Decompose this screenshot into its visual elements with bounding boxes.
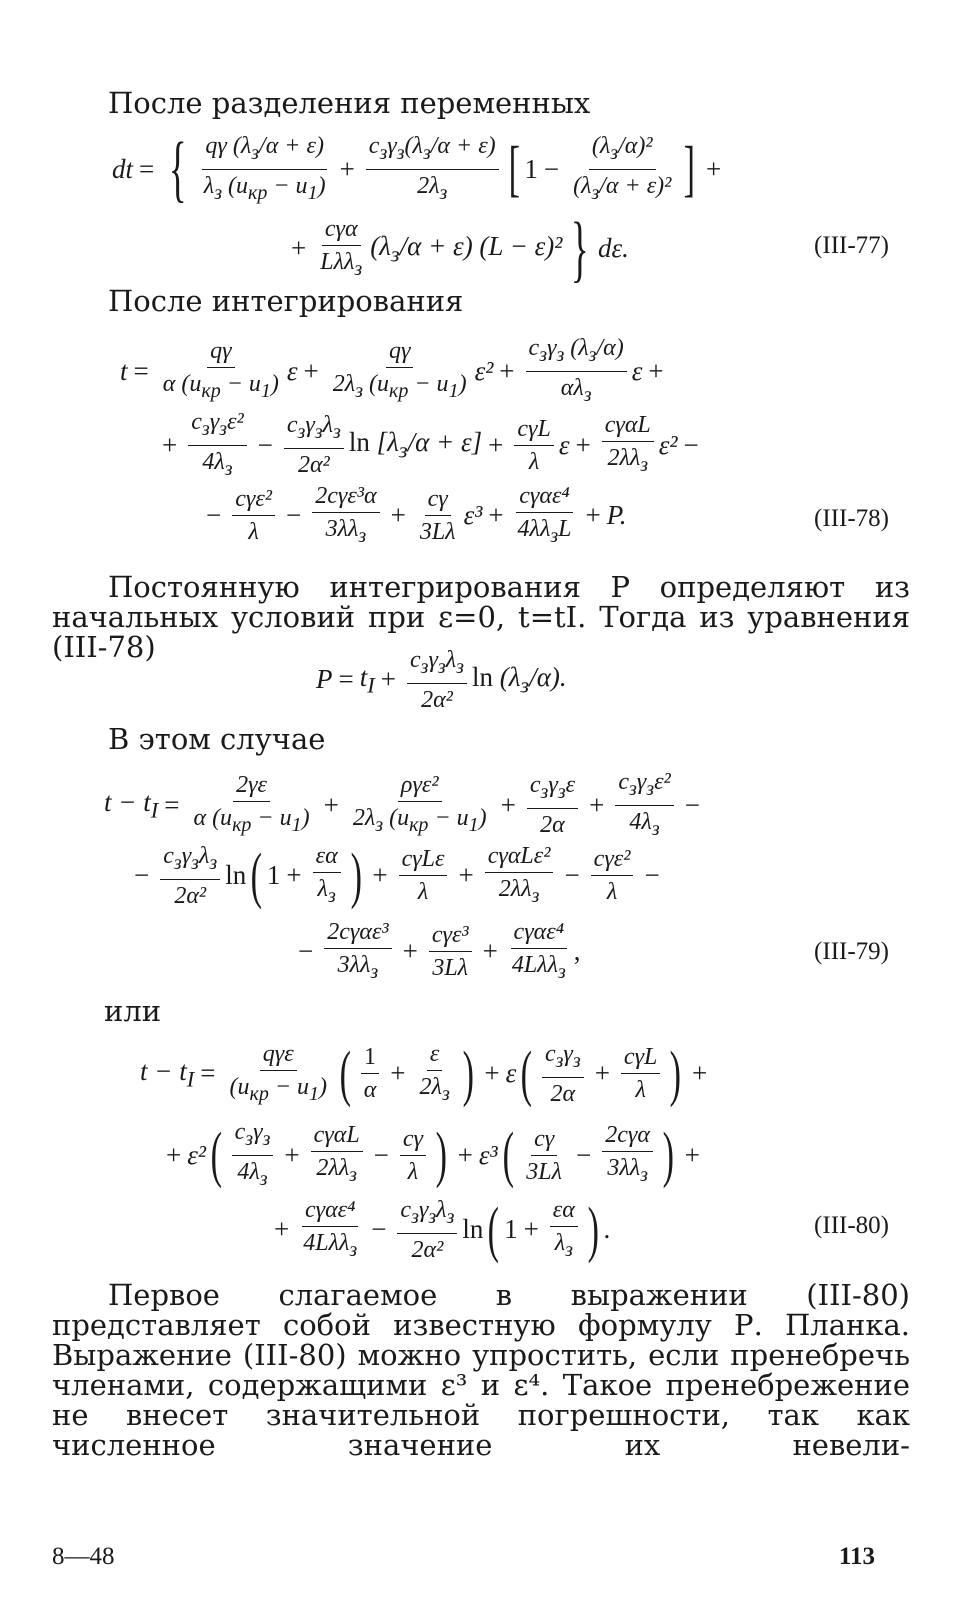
text-integration-constant: Постоянную интегрирования P определяют из начальных условий при ε=0, t=tI. Тогда из уравнения (III-78) — [52, 570, 910, 664]
equation-78-line-2: + $\frac{c_з\gamma_з\varepsilon^2}{4\lambda_з}$ − $\frac{c_з\gamma_з\lambda_з}{\text{2α²}}$ $\ln [\lambda_з/\alpha + \varepsilon]$ + $\frac{\text{cγL}}{\lambda}$ ε + $\frac{\text{cγαL}}{2\lambda\lambda_з}$ ε² − — [162, 409, 699, 480]
equation-80-line-1: $t - t_I$ = $\frac{\text{qγε}}{(u_{кр} - u_1)}$ ( $\frac{1}{\alpha}$ + $\frac{\varepsilon}{2\lambda_з}$ ) + ε ( $\frac{c_з\gamma_з}{2\alpha}$ + $\frac{\text{cγL}}{\lambda}$ ) + — [140, 1039, 708, 1108]
equation-constant-p: P = $t_I$ + $\frac{c_з\gamma_з\lambda_з}{\text{2α²}}$ $\ln (\lambda_з/\alpha)$. — [316, 647, 567, 713]
page-number: 113 — [838, 1543, 875, 1570]
text-after-integration: После интегрирования — [108, 284, 464, 318]
text-planck-formula: Первое слагаемое в выражении (III-80) представляет собой известную формулу Р. Планка. Выражение (III-80) можно упростить, если пренебречь членами, содержащими ε³ и ε⁴. Такое пренебрежение не внесет значительной погрешности, так как численное значение их невели- — [52, 1278, 910, 1462]
equation-77-line-2: + $\frac{\text{cγα}}{L\lambda\lambda_з}$ $(\lambda_з/\alpha + \varepsilon) (L - \varepsilon)^2$ } dε. — [291, 207, 629, 290]
equation-80-line-2: + ε² ( $\frac{c_з\gamma_з}{4\lambda_з}$ + $\frac{\text{cγαL}}{2\lambda\lambda_з}$ − $\frac{c\gamma}{\lambda}$ ) + ε³ ( $\frac{c\gamma}{3L\lambda}$ − $\frac{\text{2cγα}}{3\lambda\lambda_з}$ ) + — [166, 1119, 700, 1190]
equation-number-78: (III-78) — [814, 505, 889, 532]
equation-79-line-2: − $\frac{c_з\gamma_з\lambda_з}{\text{2α²}}$ ln ( 1 + $\frac{\varepsilon\alpha}{\lambda_з}$ ) + $\frac{\text{cγLε}}{\lambda}$ + $\frac{\text{cγαLε²}}{2\lambda\lambda_з}$ − $\frac{\text{cγε²}}{\lambda}$ − — [134, 841, 660, 910]
equation-77-line-1: dt = { $\frac{q\gamma (\lambda_з/\alpha + \varepsilon)}{\lambda_з (u_{кр} - u_1)}$ + $\frac{c_з\gamma_з(\lambda_з/\alpha + \varepsilon)}{2\lambda_з}$ [ 1 − $\frac{(\lambda_з/\alpha)^2}{(\lambda_з/\alpha + \varepsilon)^2}$ ] + — [112, 128, 722, 211]
printer-signature: 8—48 — [52, 1543, 115, 1570]
equation-79-line-1: $t - t_I$ = $\frac{2\gamma\varepsilon}{\alpha (u_{кр} - u_1)}$ + $\frac{\text{ργε²}}{2\lambda_з (u_{кр} - u_1)}$ + $\frac{c_з\gamma_з\varepsilon}{2\alpha}$ + $\frac{c_з\gamma_з\varepsilon^2}{4\lambda_з}$ − — [104, 769, 700, 840]
text-in-this-case: В этом случае — [108, 722, 326, 756]
equation-79-line-3: − $\frac{\text{2cγαε³}}{3\lambda\lambda_з}$ + $\frac{\text{cγε³}}{3L\lambda}$ + $\frac{\text{cγαε⁴}}{4L\lambda\lambda_з}$ , — [298, 919, 581, 983]
equation-number-79: (III-79) — [814, 938, 889, 965]
equation-78-line-1: t = $\frac{q\gamma}{\alpha (u_{кр} - u_1)}$ ε + $\frac{q\gamma}{2\lambda_з (u_{кр} - u_1)}$ ε² + $\frac{c_з\gamma_з (\lambda_з/\alpha)}{\alpha\lambda_з}$ ε + — [120, 335, 664, 406]
text-or: или — [104, 994, 162, 1028]
equation-78-line-3: − $\frac{\text{cγε²}}{\lambda}$ − $\frac{\text{2cγε³α}}{3\lambda\lambda_з}$ + $\frac{c\gamma}{3L\lambda}$ ε³ + $\frac{\text{cγαε⁴}}{4\lambda\lambda_зL}$ + P. — [206, 483, 627, 547]
text-after-separation: После разделения переменных — [108, 86, 591, 120]
equation-number-77: (III-77) — [814, 232, 889, 259]
equation-number-80: (III-80) — [814, 1212, 889, 1239]
equation-80-line-3: + $\frac{\text{cγαε⁴}}{4L\lambda\lambda_з}$ − $\frac{c_з\gamma_з\lambda_з}{\text{2α²}}$ ln ( 1 + $\frac{\varepsilon\alpha}{\lambda_з}$ ) . — [274, 1195, 611, 1264]
